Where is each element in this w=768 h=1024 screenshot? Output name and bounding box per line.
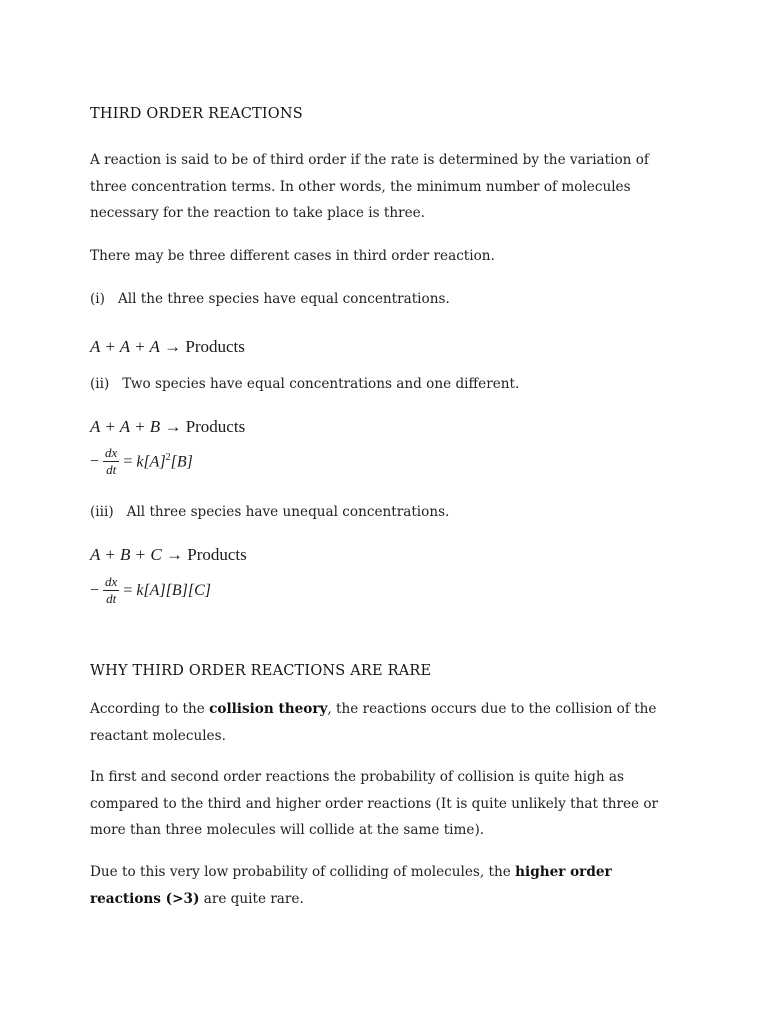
rate-law-2-expression	[136, 452, 193, 471]
rate-law-2-fraction	[103, 446, 119, 477]
equation-1-products: Products	[185, 337, 245, 356]
case-3-number: (iii)	[90, 504, 114, 520]
case-2	[90, 376, 519, 392]
para5-post: are quite rare.	[199, 890, 304, 907]
rate-law-3-fraction	[103, 575, 119, 606]
equation-2-arrow: →	[164, 417, 182, 436]
equation-3-products: Products	[187, 545, 247, 564]
equation-1-arrow: →	[164, 337, 182, 356]
case-2-number: (ii)	[90, 376, 110, 392]
collision-theory-paragraph	[90, 696, 680, 749]
equation-3-reactants: A + B + C	[90, 545, 162, 564]
rate-law-3-minus: −	[90, 581, 100, 599]
equation-1	[90, 337, 245, 357]
rate-law-2	[90, 446, 193, 477]
higher-order-term: higher order reactions (>3)	[90, 864, 612, 907]
case-2-text: Two species have equal concentrations and one different.	[122, 376, 520, 392]
rate-law-3-numerator: dx	[105, 574, 118, 589]
rate-law-3-expr: k[A][B][C]	[136, 581, 212, 599]
rate-law-2-minus: −	[90, 452, 100, 470]
equation-2-reactants: A + A + B	[90, 417, 161, 436]
collision-theory-term: collision theory	[209, 701, 328, 717]
probability-paragraph: In first and second order reactions the probability of collision is quite high as compared to the third and higher order reactions (It is quite unlikely that three or more than three molecules will collide at the same time).	[90, 769, 659, 838]
equation-3-arrow: →	[166, 545, 183, 564]
equation-1-reactants: A + A + A	[90, 337, 160, 356]
equation-3	[90, 545, 247, 565]
rate-law-3-equals: =	[123, 581, 133, 599]
rate-law-2-equals: =	[123, 452, 133, 470]
case-1	[90, 291, 450, 307]
case-3-text: All three species have unequal concentrations.	[126, 504, 450, 520]
case-1-number: (i)	[90, 291, 105, 307]
para5-pre: Due to this very low probability of colliding of molecules, the	[90, 864, 516, 880]
intro-paragraph: A reaction is said to be of third order if the rate is determined by the variation of three concentration terms. In other words, the minimum number of molecules necessary for the reaction to take place is three.	[90, 152, 649, 221]
cases-intro-paragraph: There may be three different cases in third order reaction.	[90, 248, 495, 264]
case-3	[90, 504, 449, 520]
case-1-text: All the three species have equal concentrations.	[117, 291, 450, 307]
rate-law-3-expression	[136, 582, 211, 600]
rate-law-2-tail: [B]	[170, 453, 193, 471]
section-heading-third-order: THIRD ORDER REACTIONS	[90, 106, 303, 122]
para3-pre: According to the	[90, 701, 210, 717]
conclusion-paragraph	[90, 859, 680, 912]
rate-law-3	[90, 575, 211, 606]
para3-post: , the reactions occurs due to the collision of the reactant molecules.	[90, 701, 657, 744]
rate-law-3-denominator: dt	[106, 591, 117, 606]
rate-law-2-expr: k[A]	[136, 453, 166, 471]
section-heading-why-rare: WHY THIRD ORDER REACTIONS ARE RARE	[90, 663, 432, 679]
rate-law-2-exponent: 2	[165, 451, 171, 463]
rate-law-2-numerator: dx	[105, 445, 118, 460]
rate-law-2-denominator: dt	[106, 462, 117, 477]
equation-2-products: Products	[185, 417, 246, 436]
equation-2	[90, 417, 245, 437]
